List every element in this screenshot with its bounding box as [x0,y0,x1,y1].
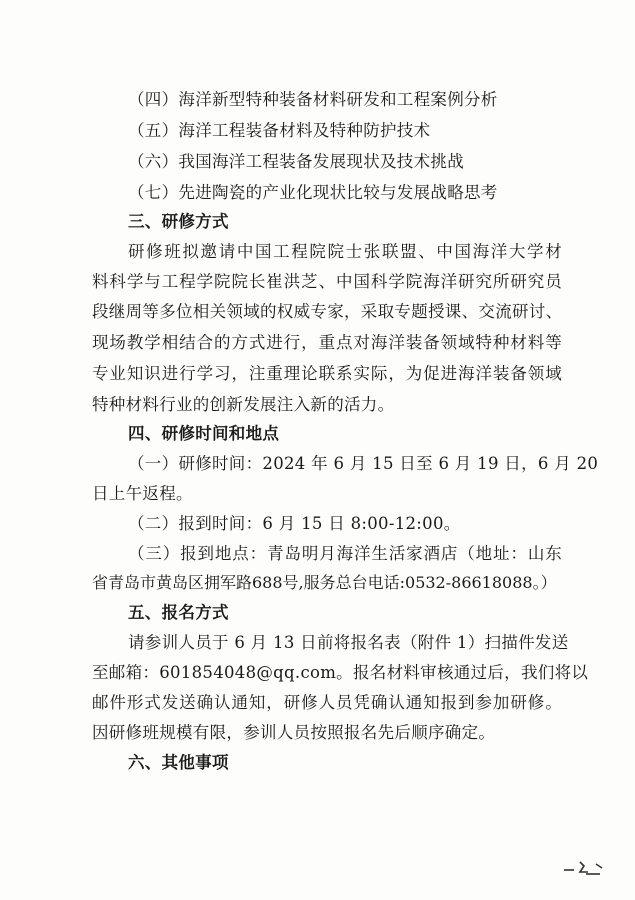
paragraph-line: 请参训人员于 6 月 13 日前将报名表（附件 1）扫描件发送 [128,633,569,652]
section-heading-time-place: 四、研修时间和地点 [128,424,280,443]
paragraph-line: 因研修班规模有限，参训人员按照报名先后顺序确定。 [92,723,496,742]
topic-item-7: （七）先进陶瓷的产业化现状比较与发展战略思考 [128,183,498,202]
paragraph-line: 研修班拟邀请中国工程院院士张联盟、中国海洋大学材 [128,242,562,261]
topic-item-4: （四）海洋新型特种装备材料研发和工程案例分析 [128,90,498,109]
section-heading-other: 六、其他事项 [128,753,229,772]
training-time-line-cont: 日上午返程。 [92,484,193,503]
registration-place-line-cont: 省青岛市黄岛区拥军路688号,服务总台电话:0532-86618088。） [92,573,557,592]
training-time-line: （一）研修时间：2024 年 6 月 15 日至 6 月 19 日，6 月 20 [128,454,599,473]
registration-place-line: （三）报到地点：青岛明月海洋生活家酒店（地址：山东 [128,544,562,563]
paragraph-line: 段继周等多位相关领域的权威专家，采取专题授课、交流研讨、 [92,302,563,321]
registration-time-line: （二）报到时间：6 月 15 日 8:00-12:00。 [128,514,461,533]
section-heading-training-method: 三、研修方式 [128,212,229,231]
paragraph-line: 特种材料行业的创新发展注入新的活力。 [92,395,395,414]
page-corner-mark-icon [560,858,610,880]
topic-item-6: （六）我国海洋工程装备发展现状及技术挑战 [128,152,464,171]
paragraph-line: 料科学与工程学院院长崔洪芝、中国科学院海洋研究所研究员 [92,272,562,291]
topic-item-5: （五）海洋工程装备材料及特种防护技术 [128,121,431,140]
paragraph-line: 邮件形式发送确认通知，研修人员凭确认通知报到参加研修。 [92,693,562,712]
paragraph-line: 专业知识进行学习，注重理论联系实际，为促进海洋装备领域 [92,364,562,383]
paragraph-line: 现场教学相结合的方式进行，重点对海洋装备领域特种材料等 [92,333,562,352]
paragraph-line: 至邮箱：601854048@qq.com。报名材料审核通过后，我们将以 [92,663,589,682]
section-heading-registration: 五、报名方式 [128,603,229,622]
